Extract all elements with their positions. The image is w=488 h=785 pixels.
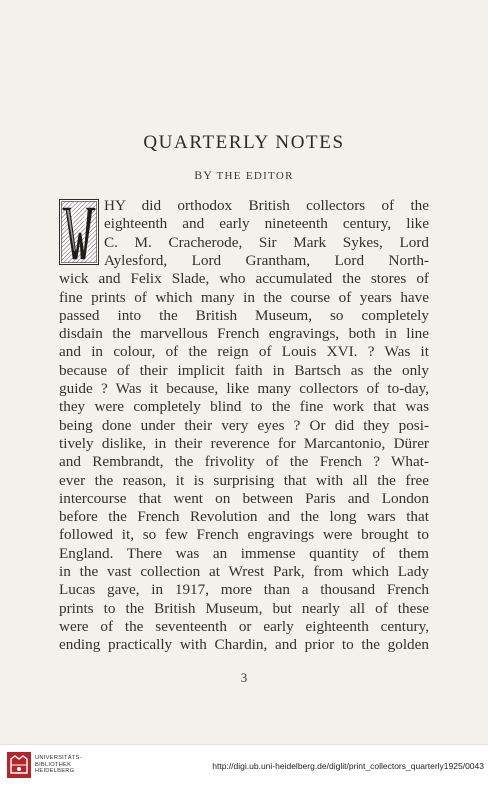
text-line: Lucas gave, in 1917, more than a thousand French [59, 581, 429, 599]
library-name-line: BIBLIOTHEK [35, 761, 72, 768]
text-line: HY did orthodox British collectors of the [104, 197, 429, 214]
drop-cap-w-icon [59, 199, 99, 265]
text-line: C. M. Cracherode, Sir Mark Sykes, Lord [104, 233, 429, 251]
byline-prefix: BY [194, 168, 213, 182]
article-byline [0, 168, 488, 183]
text-line: disdain the marvellous French engravings, both in line [59, 325, 429, 343]
text-line: before the French Revolution and the long wars that [59, 508, 429, 526]
text-line: passed into the British Museum, so completely [59, 306, 429, 324]
text-line: intercourse that went on between Paris and London [59, 489, 429, 507]
text-line: Aylesford, Lord Grantham, Lord North- [104, 251, 429, 269]
digitization-footer [0, 744, 488, 785]
library-name-line: HEIDELBERG [35, 768, 75, 774]
text-line: England. There was an immense quantity of them [59, 544, 429, 562]
text-line: eighteenth and early nineteenth century, like [104, 215, 429, 233]
text-line: and in colour, of the reign of Louis XVI. ? Was it [59, 343, 429, 361]
library-seal-icon [6, 751, 32, 779]
library-name [35, 755, 82, 775]
text-line: being done under their very eyes ? Or did they posi- [59, 416, 429, 434]
text-line: in the vast collection at Wrest Park, from which Lady [59, 563, 429, 580]
text-line: because of their implicit faith in Bartsch as the only [59, 361, 429, 379]
text-line: fine prints of which many in the course of years have [59, 288, 429, 306]
library-name-line: UNIVERSITÄTS- [35, 755, 82, 761]
byline-author: THE EDITOR [216, 170, 294, 182]
text-line: guide ? Was it because, like many collectors of to-day, [59, 380, 429, 397]
text-line: and Rembrandt, the frivolity of the French ? What- [59, 453, 429, 471]
source-url-link[interactable]: http://digi.ub.uni-heidelberg.de/diglit/print_collectors_quarterly1925/0043 [212, 761, 484, 771]
text-line: prints to the British Museum, but nearly all of these [59, 599, 429, 617]
text-line: wick and Felix Slade, who accumulated the stores of [59, 270, 429, 288]
text-line: tively dislike, in their reverence for Marcantonio, Dürer [59, 434, 429, 452]
text-line: followed it, so few French engravings were brought to [59, 526, 429, 544]
page-number: 3 [240, 670, 248, 685]
text-line: they were completely blind to the fine work that was [59, 398, 429, 416]
article-title: QUARTERLY NOTES [143, 132, 345, 153]
text-line: ending practically with Chardin, and prior to the golden [59, 636, 429, 654]
text-line: were of the seventeenth or early eighteenth century, [59, 617, 429, 635]
text-line: ever the reason, it is surprising that with all the free [59, 471, 429, 489]
